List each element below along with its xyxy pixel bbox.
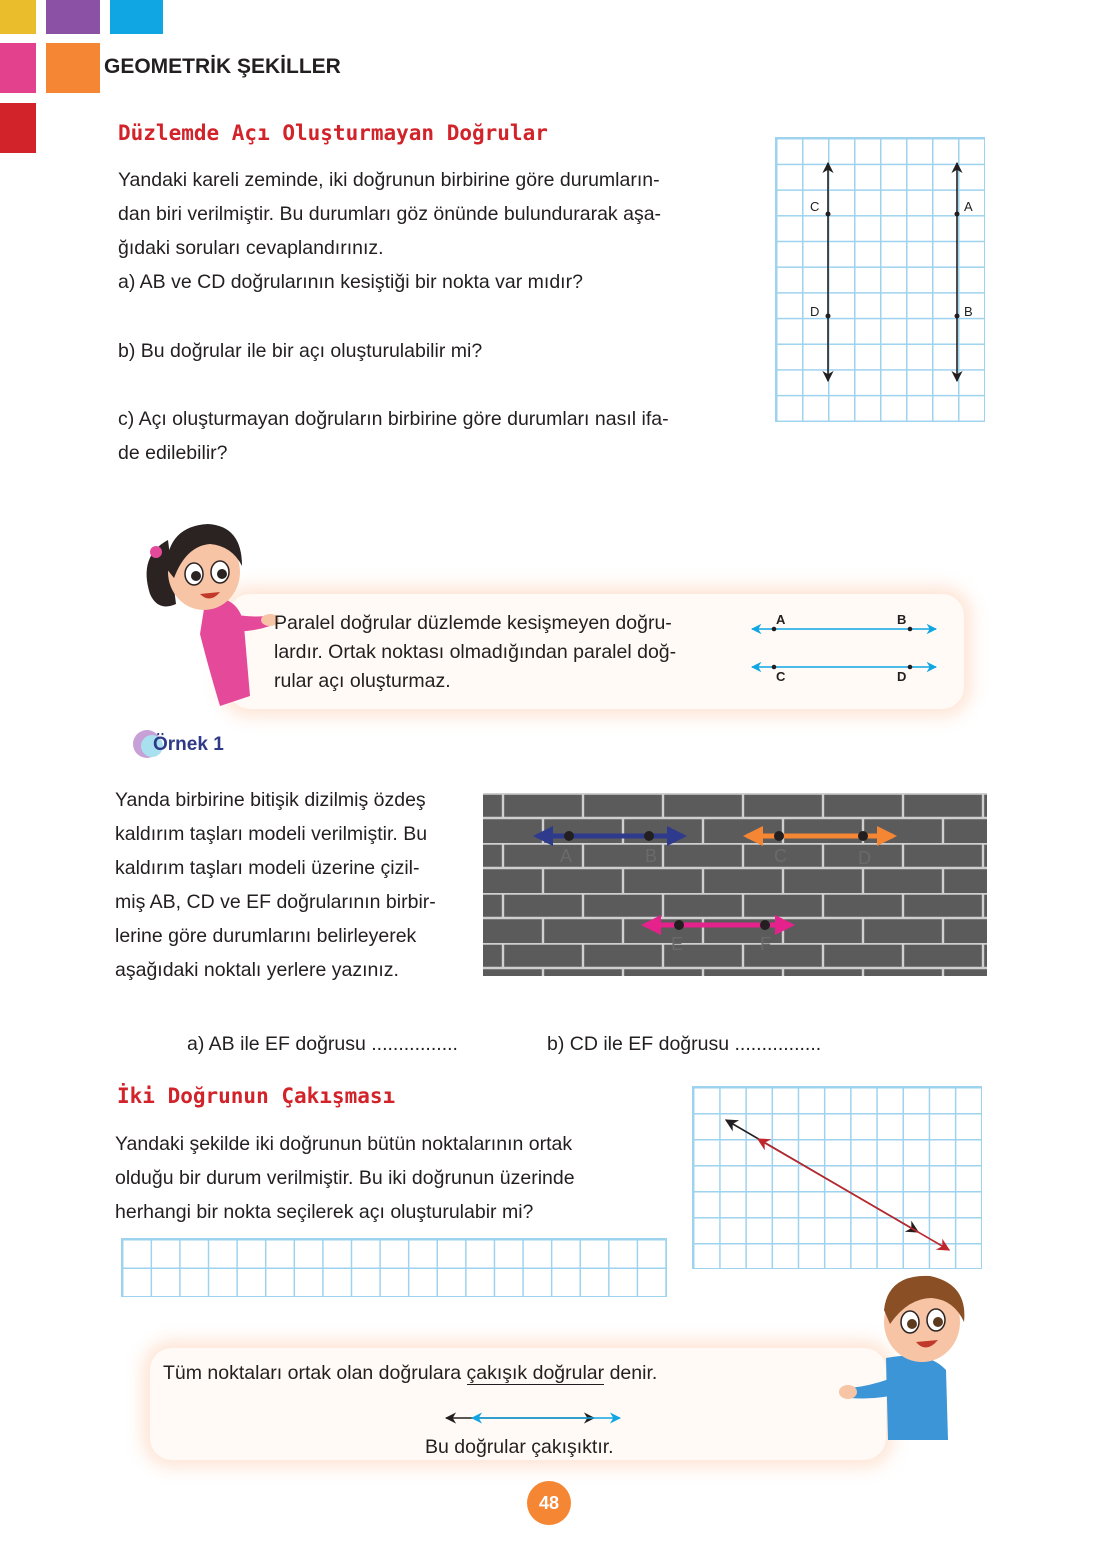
- example-title: Örnek 1: [153, 734, 224, 755]
- boy-body: [886, 1356, 948, 1440]
- point-a: [955, 212, 960, 217]
- section-title-coincident: İki Doğrunun Çakışması: [117, 1084, 396, 1108]
- boy-left-pupil: [907, 1319, 917, 1329]
- girl-right-pupil: [217, 569, 227, 579]
- answer-line-cd-ef[interactable]: b) CD ile EF doğrusu ................: [547, 1033, 822, 1055]
- label-b: B: [964, 304, 973, 319]
- coincident-mini-figure: [444, 1410, 624, 1426]
- brick-point-c: [774, 831, 784, 841]
- section2-line: herhangi bir nokta seçilerek açı oluşturulabir mi?: [115, 1201, 534, 1223]
- info-line: lardır. Ortak noktası olmadığından paralel doğ-: [274, 641, 677, 663]
- label-a: A: [964, 199, 973, 214]
- example-line: miş AB, CD ve EF doğrularının birbir-: [115, 891, 436, 913]
- mini-point-a: [772, 627, 777, 632]
- intro-line: Yandaki kareli zeminde, iki doğrunun birbirine göre durumların-: [118, 169, 660, 191]
- girl-hair-clip: [150, 546, 162, 558]
- example-line: aşağıdaki noktalı yerlere yazınız.: [115, 959, 399, 981]
- term-coincident-lines: çakışık doğrular: [466, 1362, 605, 1384]
- section2-line: Yandaki şekilde iki doğrunun bütün noktalarının ortak: [115, 1133, 573, 1155]
- label-c: C: [810, 199, 820, 214]
- intro-line: ğıdaki soruları cevaplandırınız.: [118, 237, 384, 259]
- answer-writing-grid[interactable]: [121, 1238, 667, 1297]
- brick-label-a: A: [560, 846, 573, 866]
- definition-text-before: Tüm noktaları ortak olan doğrulara: [163, 1362, 462, 1384]
- info-text-parallel: [274, 609, 730, 696]
- example-text: [115, 783, 471, 987]
- boy-character-illustration: [836, 1270, 986, 1450]
- definition-coincident: [163, 1362, 657, 1385]
- deco-square-pink: [0, 43, 36, 93]
- paving-stones-background: [483, 793, 987, 976]
- definition-text-after: denir.: [609, 1362, 658, 1384]
- mini-label-c: C: [776, 669, 786, 684]
- brick-point-d: [858, 831, 868, 841]
- deco-square-orange: [46, 43, 100, 93]
- answer-line-ab-ef[interactable]: a) AB ile EF doğrusu ................: [187, 1033, 458, 1055]
- mini-label-d: D: [897, 669, 907, 684]
- page-number: 48: [527, 1481, 571, 1525]
- coincident-caption: Bu doğrular çakışıktır.: [425, 1436, 614, 1458]
- mini-label-b: B: [897, 612, 907, 627]
- deco-square-purple: [46, 0, 100, 34]
- brick-point-b: [644, 831, 654, 841]
- chapter-title: GEOMETRİK ŞEKİLLER: [104, 55, 341, 78]
- deco-square-blue: [110, 0, 163, 34]
- brick-label-e: E: [671, 934, 684, 954]
- section1-intro: [118, 163, 740, 299]
- girl-left-pupil: [191, 571, 201, 581]
- section2-line: olduğu bir durum verilmiştir. Bu iki doğrunun üzerinde: [115, 1167, 575, 1189]
- brick-label-c: C: [774, 846, 787, 866]
- paving-stones-figure: [483, 793, 987, 976]
- section-title-parallel: Düzlemde Açı Oluşturmayan Doğrular: [118, 121, 548, 145]
- brick-point-f: [760, 920, 770, 930]
- section2-text: [115, 1127, 645, 1229]
- info-line: Paralel doğrular düzlemde kesişmeyen doğru-: [274, 612, 672, 634]
- brick-label-f: F: [760, 934, 771, 954]
- deco-square-yellow: [0, 0, 36, 34]
- question-c: [118, 402, 740, 470]
- info-line: rular açı oluşturmaz.: [274, 670, 451, 692]
- intro-line: dan biri verilmiştir. Bu durumları göz önünde bulundurarak aşa-: [118, 203, 662, 225]
- question-b: b) Bu doğrular ile bir açı oluşturulabilir mi?: [118, 340, 483, 362]
- boy-right-pupil: [933, 1317, 943, 1327]
- boy-arm: [850, 1378, 898, 1399]
- girl-character-illustration: [128, 516, 288, 716]
- deco-square-red: [0, 103, 36, 153]
- parallel-lines-figure: [775, 137, 985, 422]
- mini-label-a: A: [776, 612, 786, 627]
- boy-hand: [839, 1385, 857, 1399]
- example-line: kaldırım taşları modeli verilmiştir. Bu: [115, 823, 428, 845]
- point-b: [955, 314, 960, 319]
- example-line: kaldırım taşları modeli üzerine çizil-: [115, 857, 420, 879]
- coincident-line-red: [758, 1139, 949, 1250]
- point-d: [826, 314, 831, 319]
- label-d: D: [810, 304, 820, 319]
- question-c-line: c) Açı oluşturmayan doğruların birbirine göre durumları nasıl ifa-: [118, 408, 669, 430]
- brick-point-a: [564, 831, 574, 841]
- question-c-line: de edilebilir?: [118, 442, 228, 464]
- example-line: lerine göre durumlarını belirleyerek: [115, 925, 417, 947]
- question-a: a) AB ve CD doğrularının kesiştiği bir nokta var mıdır?: [118, 271, 583, 293]
- point-c: [826, 212, 831, 217]
- brick-label-b: B: [645, 846, 658, 866]
- coincident-lines-figure: [692, 1086, 982, 1269]
- mini-point-b: [908, 627, 913, 632]
- mini-point-d: [908, 665, 913, 670]
- brick-point-e: [674, 920, 684, 930]
- brick-label-d: D: [858, 848, 871, 868]
- example-line: Yanda birbirine bitişik dizilmiş özdeş: [115, 789, 426, 811]
